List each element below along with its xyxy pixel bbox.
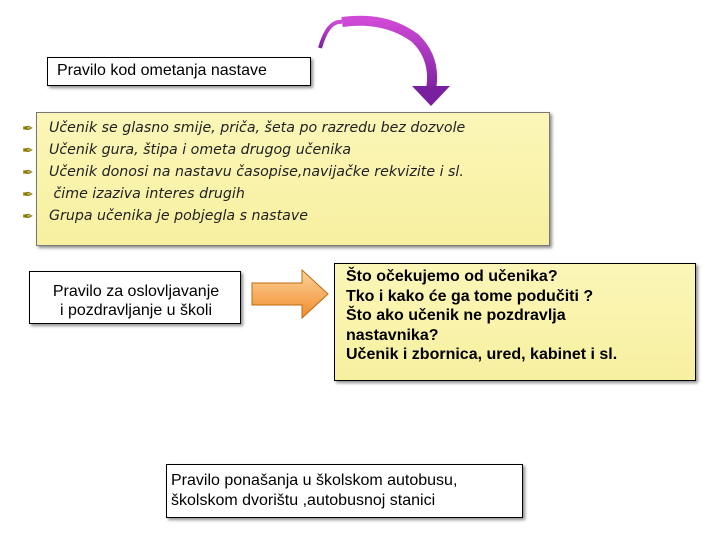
pen-nib-icon: ✒ <box>22 143 34 159</box>
list-item: ✒ Učenik se glasno smije, priča, šeta po razredu bez dozvole <box>37 117 465 139</box>
question-line: Što očekujemo od učenika? <box>346 268 558 285</box>
pen-nib-icon: ✒ <box>22 187 34 203</box>
pen-nib-icon: ✒ <box>22 209 34 225</box>
list-item: ✒ Učenik gura, štipa i ometa drugog učenika <box>37 139 465 161</box>
question-line: Tko i kako će ga tome podučiti ? <box>346 287 594 305</box>
pen-nib-icon: ✒ <box>22 121 34 137</box>
questions-text <box>346 267 617 365</box>
greeting-rule-text: Pravilo za oslovljavanje i pozdravljanje u školi <box>52 283 220 319</box>
question-line: Što ako učenik ne pozdravlja <box>346 307 566 324</box>
behavior-list <box>22 117 466 227</box>
pen-nib-icon: ✒ <box>22 165 34 181</box>
questions-box <box>334 263 696 381</box>
title-box <box>47 57 311 86</box>
disruption-list-box <box>22 112 550 246</box>
list-item: ✒ čime izaziva interes drugih <box>37 183 465 205</box>
list-item: ✒ Učenik donosi na nastavu časopise,navijačke rekvizite i sl. <box>37 161 465 183</box>
bus-rule-text: Pravilo ponašanja u školskom autobusu, školskom dvorištu ,autobusnoj stanici <box>171 472 458 509</box>
greeting-rule-box <box>29 271 241 324</box>
list-item: ✒ Grupa učenika je pobjegla s nastave <box>37 205 465 227</box>
question-line: nastavnika? <box>346 326 439 344</box>
page-title: Pravilo kod ometanja nastave <box>57 62 267 79</box>
curved-arrow-icon <box>300 8 460 108</box>
question-line: Učenik i zbornica, ured, kabinet i sl. <box>346 346 618 363</box>
bus-rule-box <box>166 464 523 518</box>
right-arrow-icon <box>250 268 330 322</box>
